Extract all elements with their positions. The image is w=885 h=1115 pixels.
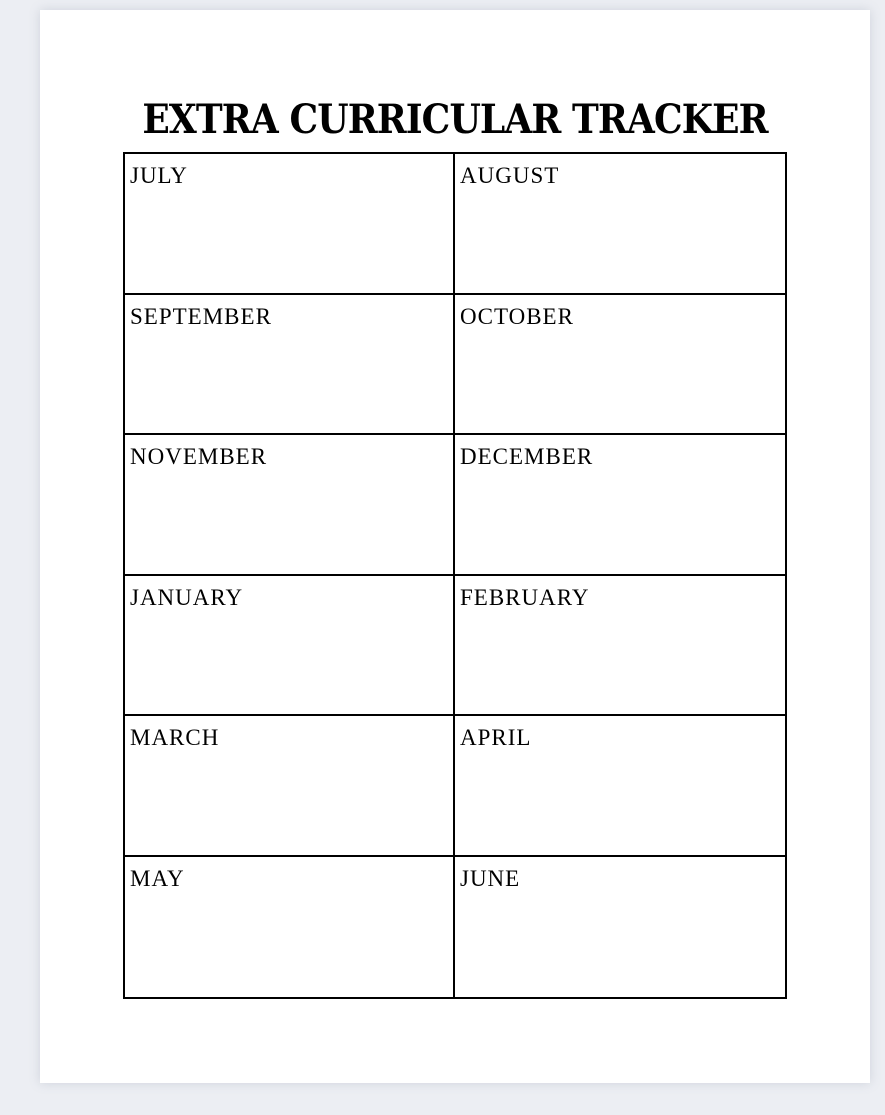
- month-label: JANUARY: [130, 584, 244, 610]
- month-cell-july[interactable]: [125, 154, 455, 295]
- document-page: [40, 10, 870, 1083]
- month-label: NOVEMBER: [130, 444, 268, 469]
- page-title: EXTRA CURRICULAR TRACKER: [142, 96, 768, 143]
- month-cell-may[interactable]: [125, 857, 455, 998]
- month-label: OCTOBER: [460, 303, 574, 329]
- month-label: MAY: [130, 865, 185, 891]
- month-cell-november[interactable]: [125, 435, 455, 576]
- month-label: JULY: [130, 163, 188, 188]
- month-label: MARCH: [130, 725, 220, 750]
- month-cell-october[interactable]: [455, 295, 785, 436]
- tracker-grid: [123, 152, 787, 999]
- month-label: AUGUST: [460, 163, 560, 188]
- month-label: FEBRUARY: [460, 584, 590, 610]
- month-cell-december[interactable]: [455, 435, 785, 576]
- month-cell-february[interactable]: [455, 576, 785, 717]
- month-label: JUNE: [460, 865, 521, 891]
- month-cell-april[interactable]: [455, 716, 785, 857]
- month-label: DECEMBER: [460, 444, 594, 469]
- month-cell-june[interactable]: [455, 857, 785, 998]
- month-cell-august[interactable]: [455, 154, 785, 295]
- month-label: APRIL: [460, 725, 532, 750]
- month-cell-september[interactable]: [125, 295, 455, 436]
- month-cell-january[interactable]: [125, 576, 455, 717]
- month-label: SEPTEMBER: [130, 303, 272, 329]
- month-cell-march[interactable]: [125, 716, 455, 857]
